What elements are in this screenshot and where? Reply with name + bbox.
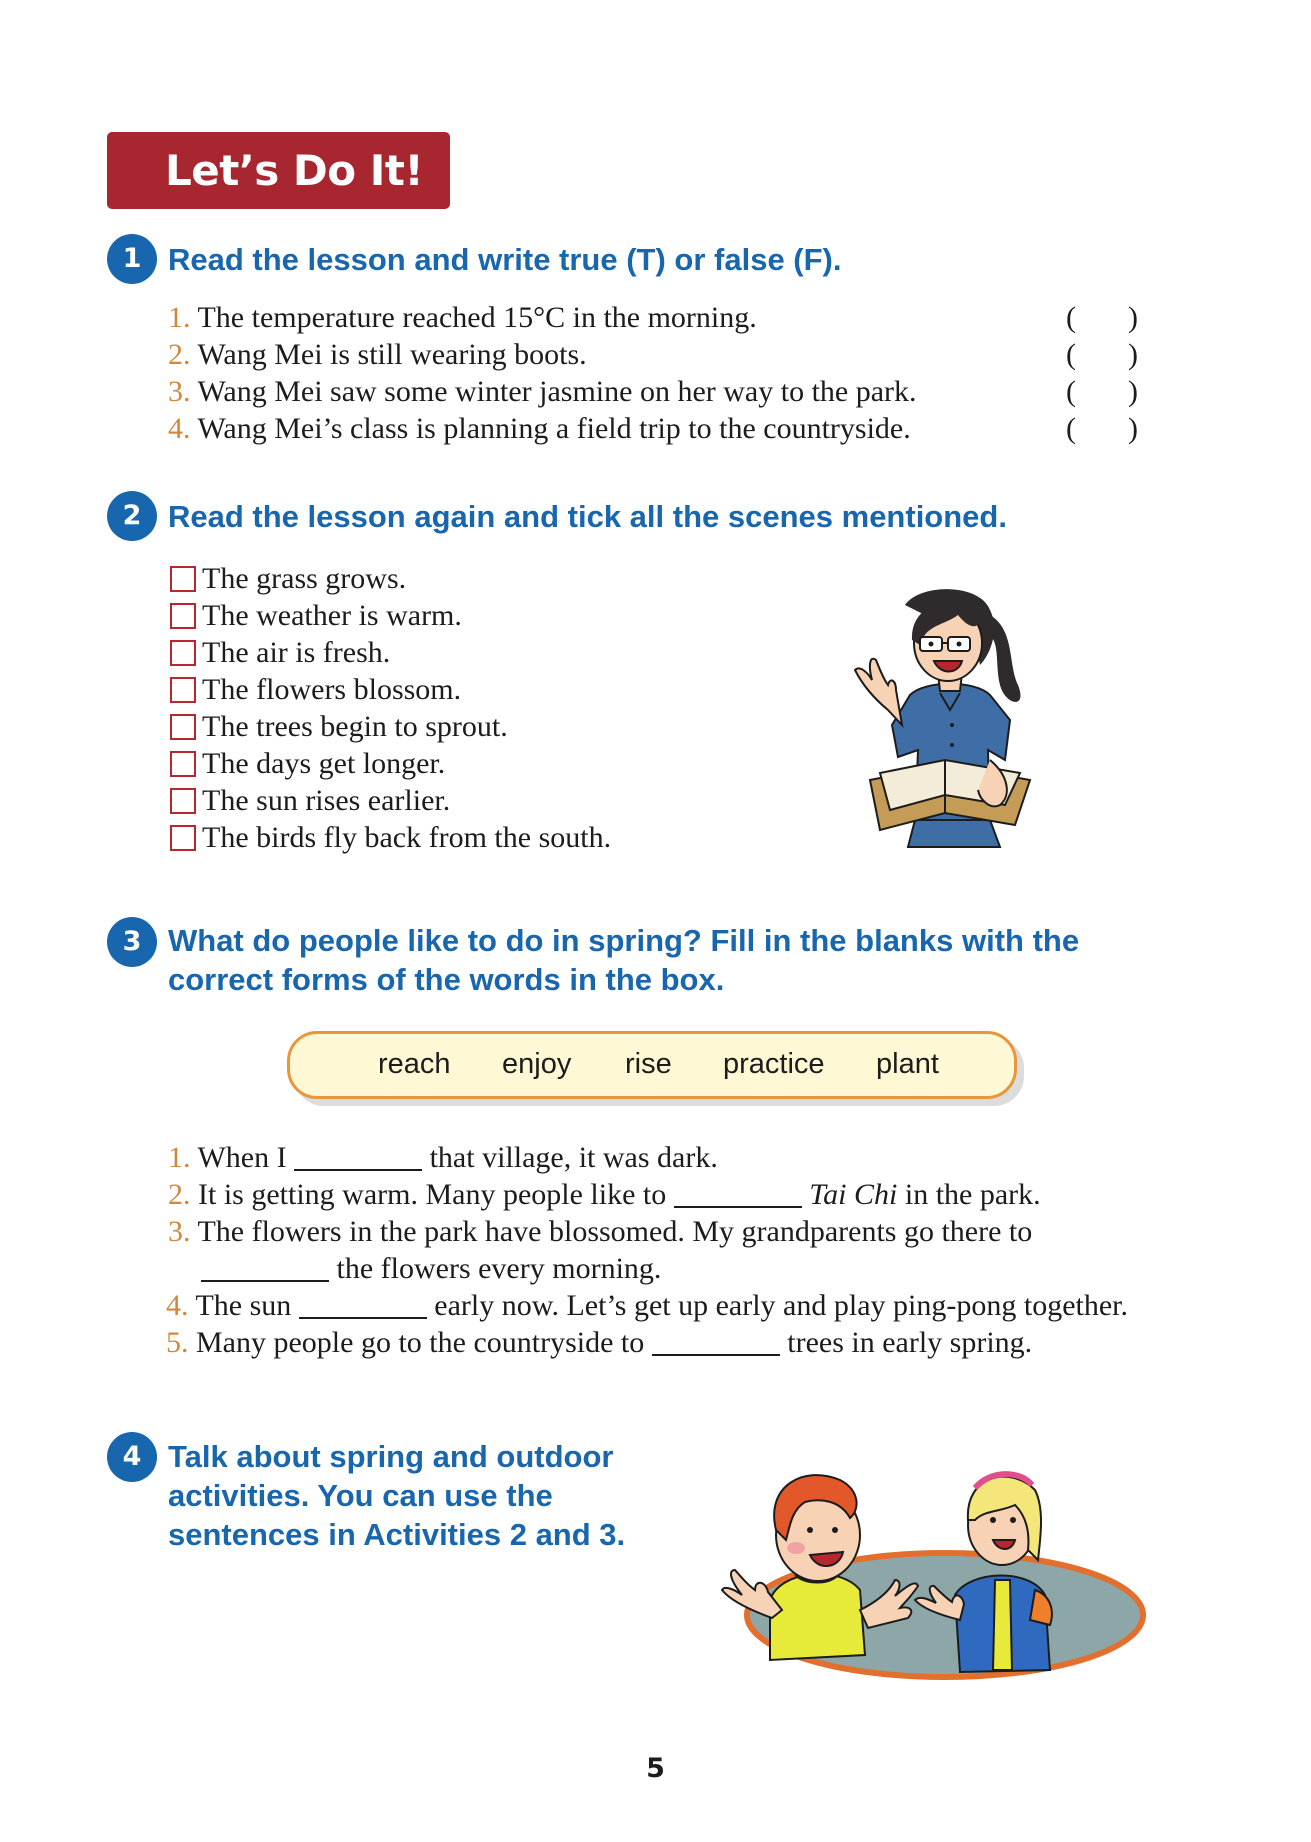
tf-item-1 — [168, 300, 757, 336]
word-box-word: practice — [723, 1048, 825, 1080]
scene-text: The grass grows. — [202, 562, 407, 595]
fill-blank[interactable] — [299, 1289, 427, 1319]
scene-item-6 — [170, 746, 445, 782]
scene-text: The trees begin to sprout. — [202, 710, 508, 743]
tf-item-text: The temperature reached 15°C in the morning. — [197, 301, 757, 334]
fill-item-4: 4. The sun early now. Let’s get up early and play ping-pong together. — [166, 1289, 1128, 1322]
scene-item-3 — [170, 635, 390, 671]
section-3-heading-line-2: correct forms of the words in the box. — [168, 962, 725, 997]
scene-text: The days get longer. — [202, 747, 446, 780]
scene-text: The weather is warm. — [202, 599, 462, 632]
kids-talking-illustration — [710, 1440, 1150, 1685]
tf-item-text: Wang Mei’s class is planning a field trip to the countryside. — [197, 412, 911, 445]
teacher-illustration — [840, 585, 1050, 855]
fill-item-5: 5. Many people go to the countryside to trees in early spring. — [166, 1326, 1033, 1359]
scene-checkbox[interactable] — [170, 677, 196, 703]
word-box-word: reach — [378, 1048, 451, 1080]
fill-blank[interactable] — [294, 1141, 422, 1171]
tf-item-2 — [168, 337, 587, 373]
fill-item-1: 1. When I that village, it was dark. — [168, 1141, 718, 1174]
tf-item-number: 3. — [168, 375, 191, 408]
section-1-number: 1 — [107, 234, 157, 284]
section-3-number: 3 — [107, 917, 157, 967]
tf-item-number: 4. — [168, 412, 191, 445]
scene-checkbox[interactable] — [170, 825, 196, 851]
fill-item-3-continued: the flowers every morning. — [201, 1251, 661, 1287]
scene-text: The sun rises earlier. — [202, 784, 451, 817]
tf-item-text: Wang Mei is still wearing boots. — [197, 338, 587, 371]
tf-item-number: 1. — [168, 301, 191, 334]
scene-item-4 — [170, 672, 461, 708]
scene-item-8 — [170, 820, 611, 856]
scene-checkbox[interactable] — [170, 603, 196, 629]
scene-text: The air is fresh. — [202, 636, 391, 669]
scene-checkbox[interactable] — [170, 566, 196, 592]
tf-item-4 — [168, 411, 911, 447]
scene-item-5 — [170, 709, 508, 745]
word-box-word: enjoy — [502, 1048, 572, 1080]
fill-item-3: 3. The flowers in the park have blossomed. My grandparents go there to — [168, 1215, 1033, 1248]
word-box — [287, 1031, 1017, 1099]
section-4-heading-line-1: Talk about spring and outdoor — [168, 1439, 614, 1474]
fill-blank[interactable] — [201, 1252, 329, 1282]
tf-item-number: 2. — [168, 338, 191, 371]
page-number: 5 — [646, 1753, 665, 1784]
tf-item-text: Wang Mei saw some winter jasmine on her way to the park. — [197, 375, 917, 408]
scene-text: The birds fly back from the south. — [202, 821, 612, 854]
scene-item-2 — [170, 598, 462, 634]
scene-checkbox[interactable] — [170, 751, 196, 777]
section-4-heading-line-2: activities. You can use the — [168, 1478, 553, 1513]
scene-checkbox[interactable] — [170, 640, 196, 666]
fill-blank[interactable] — [652, 1326, 780, 1356]
tf-item-3 — [168, 374, 917, 410]
section-2-heading: Read the lesson again and tick all the scenes mentioned. — [168, 499, 1007, 534]
section-1-heading: Read the lesson and write true (T) or false (F). — [168, 242, 842, 277]
scene-checkbox[interactable] — [170, 714, 196, 740]
scene-item-7 — [170, 783, 450, 819]
section-4-number: 4 — [107, 1432, 157, 1482]
scene-checkbox[interactable] — [170, 788, 196, 814]
word-box-word: plant — [876, 1048, 939, 1080]
section-3-heading-line-1: What do people like to do in spring? Fill in the blanks with the — [168, 923, 1080, 958]
fill-item-2: 2. It is getting warm. Many people like to Tai Chi in the park. — [168, 1178, 1041, 1211]
scene-item-1 — [170, 561, 406, 597]
section-4-heading-line-3: sentences in Activities 2 and 3. — [168, 1517, 626, 1552]
section-2-number: 2 — [107, 491, 157, 541]
lets-do-it-banner: Let’s Do It! — [107, 132, 450, 209]
word-box-word: rise — [625, 1048, 672, 1080]
fill-blank[interactable] — [674, 1178, 802, 1208]
scene-text: The flowers blossom. — [202, 673, 462, 706]
